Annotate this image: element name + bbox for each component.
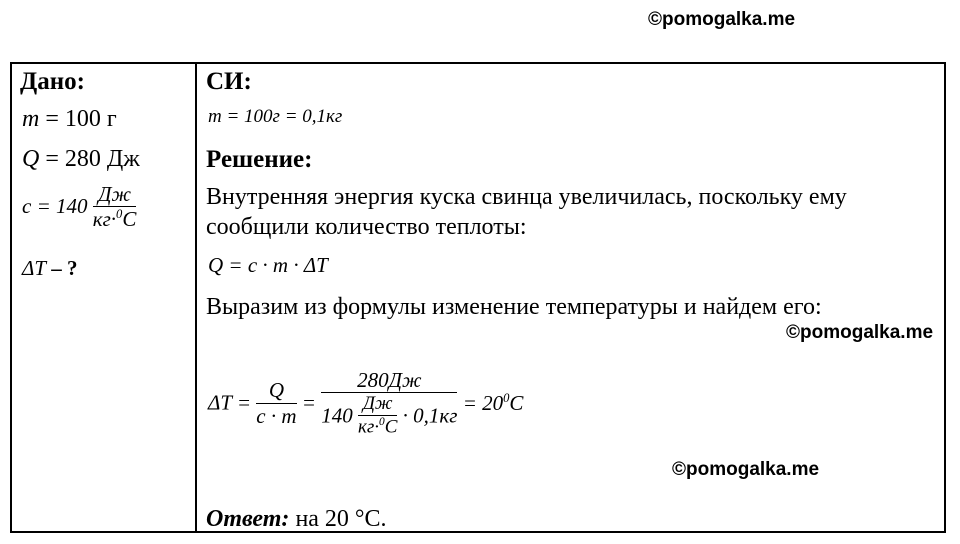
unknown-mark: – ?	[51, 256, 78, 280]
specific-heat-unit-numerator: Дж	[93, 182, 137, 207]
formula-fraction-2	[321, 368, 457, 438]
denominator-unit-numerator: Дж	[358, 393, 397, 416]
column-divider	[195, 64, 197, 531]
solution-title: Решение:	[206, 146, 313, 173]
fraction-2-denominator	[321, 393, 457, 438]
mass-variable: m	[22, 106, 40, 132]
given-specific-heat	[22, 182, 136, 231]
specific-heat-unit-denominator: кг·$^0$C	[92, 207, 137, 232]
heat-variable: Q	[22, 146, 40, 172]
formula-result: = $20^0C$	[462, 390, 524, 415]
specific-heat-lhs: c = 140	[22, 194, 88, 219]
paragraph-1-line-1: Внутренняя энергия куска свинца увеличилась, поскольку ему	[206, 184, 847, 210]
watermark-middle: ©pomogalka.me	[786, 322, 934, 343]
answer-label: Ответ:	[206, 506, 290, 532]
formula-lhs: ΔT =	[208, 390, 252, 415]
watermark-top: ©pomogalka.me	[648, 9, 796, 30]
denominator-unit-fraction	[358, 393, 397, 438]
given-unknown	[22, 256, 78, 281]
denominator-coefficient: 140	[321, 403, 353, 428]
si-title: СИ:	[206, 68, 252, 95]
fraction-1-denominator: c · m	[256, 403, 297, 428]
formula-fraction-1	[256, 378, 296, 427]
fraction-1-numerator: Q	[256, 378, 296, 403]
si-conversion: m = 100г = 0,1кг	[208, 106, 343, 127]
given-heat	[22, 146, 140, 173]
given-title: Дано:	[20, 68, 85, 95]
paragraph-1-line-2: сообщили количество теплоты:	[206, 214, 527, 240]
specific-heat-unit-fraction	[93, 182, 137, 231]
formula-heat: Q = c · m · ΔT	[208, 253, 328, 277]
given-mass	[22, 106, 117, 133]
answer-line	[206, 506, 387, 533]
formula-temperature-change	[208, 368, 523, 438]
mass-value: = 100 г	[45, 106, 117, 132]
formula-equals: =	[301, 390, 316, 415]
denominator-unit-denominator: кг·$^0$C	[357, 415, 398, 438]
denominator-mass: · 0,1кг	[402, 403, 458, 428]
watermark-bottom: ©pomogalka.me	[672, 459, 820, 480]
paragraph-2: Выразим из формулы изменение температуры и найдем его:	[206, 294, 822, 320]
heat-value: = 280 Дж	[45, 146, 140, 172]
fraction-2-numerator: 280Дж	[321, 368, 457, 393]
unknown-variable: ΔT	[22, 256, 47, 280]
answer-text: на 20 °С.	[295, 506, 387, 532]
